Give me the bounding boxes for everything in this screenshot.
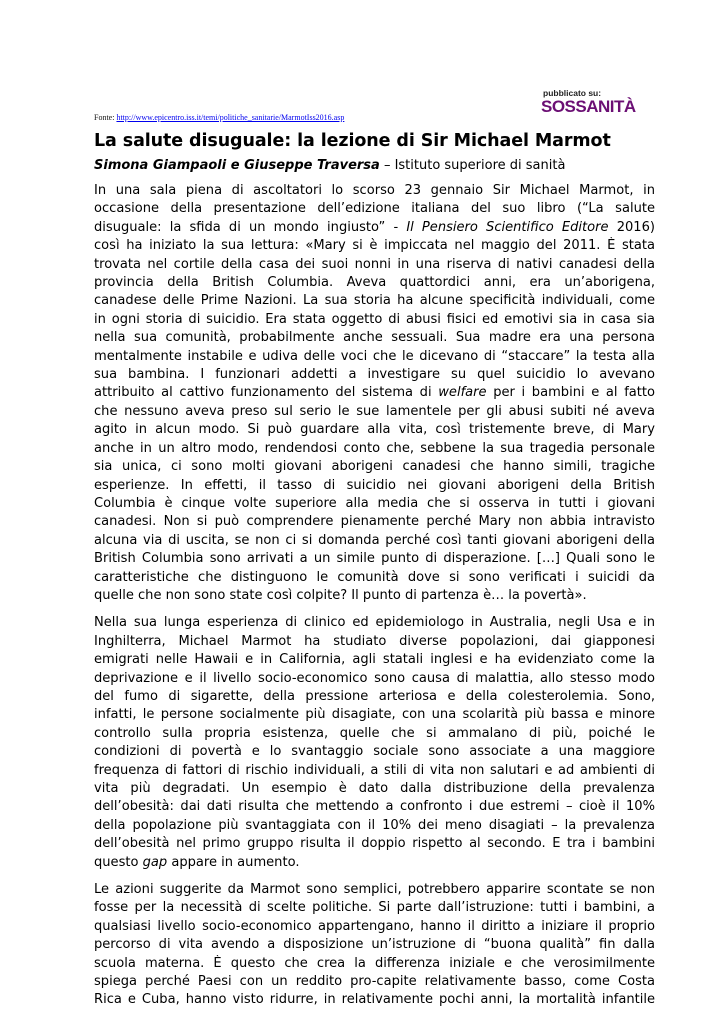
- text-run: questo: [94, 854, 143, 870]
- text-line: della popolazione più svantaggiata con il 10% dei meno disagiati – la prevalenza: [94, 817, 655, 833]
- text-line: esperienze. In effetti, il tasso di suicidio nei giovani aborigeni della British: [94, 477, 655, 493]
- text-line: anche in un altro modo, rendendosi conto che, sebbene la sua tragedia personale: [94, 440, 655, 456]
- paragraph-2: [94, 614, 655, 872]
- logo-caption: pubblicato su:: [543, 88, 602, 98]
- book-publisher: Il Pensiero Scientifico Editore: [406, 219, 609, 235]
- text-line: condizioni di povertà e lo svantaggio sociale sono associate a una maggiore: [94, 744, 655, 760]
- text-line: Nella sua lunga esperienza di clinico ed epidemiologo in Australia, negli Usa e in: [94, 615, 655, 631]
- text-line: canadesi. Non si può comprendere pienamente perché Mary non abbia intravisto: [94, 514, 655, 530]
- text-line: caratteristiche che distinguono le comunità dove si sono verificati i suicidi da: [94, 569, 655, 585]
- text-run: per i bambini e al fatto: [486, 385, 655, 401]
- byline: [94, 158, 565, 173]
- text-line: Rica e Cuba, hanno visto ridurre, in relativamente pochi anni, la mortalità infantile: [94, 992, 655, 1008]
- text-line: frequenza di fattori di rischio individuali, a stili di vita non salutari e ad ambienti di: [94, 762, 655, 778]
- text-line: [94, 384, 655, 402]
- authors: Simona Giampaoli e Giuseppe Traversa: [94, 158, 380, 173]
- text-line: dell’obesità: dai dati risulta che mettendo a confronto i due estremi – cioè il 10%: [94, 799, 655, 815]
- paragraph-1: [94, 182, 655, 605]
- text-line: in ogni storia di suicidio. Era stata oggetto di abusi fisici ed emotivi sia in casa sia: [94, 311, 655, 327]
- text-run: 2016): [608, 219, 655, 235]
- text-line: mentalmente instabile e udiva delle voci che le dicevano di “staccare” la testa alla: [94, 348, 655, 364]
- text-line: Inghilterra, Michael Marmot ha studiato diverse popolazioni, dai giapponesi: [94, 633, 655, 649]
- text-line: In una sala piena di ascoltatori lo scorso 23 gennaio Sir Michael Marmot, in: [94, 183, 655, 198]
- text-line: vita più degradati. Un esempio è dato dalla distribuzione della prevalenza: [94, 781, 655, 796]
- affiliation: – Istituto superiore di sanità: [379, 158, 566, 173]
- text-line: British Columbia sono arrivati a un simile punto di disperazione. […] Quali sono le: [94, 551, 655, 567]
- text-line: controllo sulla propria esistenza, quelle che si ammalano di più, poiché le: [94, 725, 655, 741]
- text-line: Le azioni suggerite da Marmot sono semplici, potrebbero apparire scontate se non: [94, 882, 655, 898]
- text-line: alcuna via di uscita, se non ci si domanda perché così tanti giovani aborigeni della: [94, 532, 655, 548]
- text-line: canadese delle Prime Nazioni. La sua storia ha alcune specificità individuali, come: [94, 293, 655, 309]
- text-line: del fumo di sigarette, della pressione arteriosa e della colesterolemia. Sono,: [94, 688, 655, 704]
- italic-term: gap: [142, 854, 168, 870]
- italic-term: welfare: [438, 385, 487, 401]
- text-line: dell’obesità nel primo gruppo risulta il doppio rispetto al secondo. E tra i bambini: [94, 836, 655, 852]
- text-line: quelle che non sono state così colpite? Il punto di partenza è… la povertà».: [94, 587, 587, 603]
- source-line: [94, 113, 344, 122]
- text-line: sua bambina. I funzionari addetti a investigare su quel suicidio lo avevano: [94, 367, 655, 383]
- article-title: La salute disuguale: la lezione di Sir Michael Marmot: [94, 131, 611, 151]
- text-line: trovata nel cortile della casa dei suoi nonni in una riserva di nativi canadesi della: [94, 256, 655, 272]
- text-run: appare in aumento.: [167, 854, 300, 870]
- text-line: deprivazione e il livello socio-economico sono causa di malattia, allo stesso modo: [94, 670, 655, 686]
- text-line: [94, 854, 655, 872]
- publisher-logo[interactable]: [541, 88, 636, 118]
- text-line: fosse per la necessità di scelte politiche. Si parte dall’istruzione: tutti i bambini, a: [94, 900, 655, 916]
- text-run: attribuito al cattivo funzionamento del sistema di: [94, 385, 439, 401]
- text-line: infatti, le persone socialmente più disagiate, con una scolarità più bassa e minore: [94, 707, 655, 723]
- text-line: emigrati nelle Hawaii e in California, agli statali inglesi e ha evidenziato come la: [94, 652, 655, 668]
- text-line: provincia della British Columbia. Aveva quattordici anni, era un’aborigena,: [94, 275, 655, 291]
- paragraph-3: [94, 881, 655, 1010]
- text-run: disuguale: la sfida di un mondo ingiusto” -: [94, 219, 407, 235]
- text-line: agito in alcun modo. Si può guardare alla vita, così tristemente breve, di Mary: [94, 422, 655, 438]
- text-line: che nessuno aveva preso sul serio le sue lamentele per gli abusi subiti né aveva: [94, 403, 655, 419]
- text-line: Columbia è cinque volte superiore alla media che si osserva in tutti i giovani: [94, 495, 655, 511]
- text-line: nella sua comunità, probabilmente anche sessuali. Sua madre era una persona: [94, 330, 655, 346]
- text-line: così ha iniziato la sua lettura: «Mary si è impiccata nel maggio del 2011. È stata: [94, 238, 655, 254]
- text-line: scuola materna. È questo che crea la differenza iniziale e che verosimilmente: [94, 955, 655, 971]
- source-label: Fonte:: [94, 113, 115, 122]
- article-body: [94, 182, 655, 1019]
- text-line: spiega perché Paesi con un reddito pro-capite relativamente basso, come Costa: [94, 974, 655, 990]
- text-line: occasione della presentazione dell’edizione italiana del suo libro (“La salute: [94, 201, 655, 217]
- text-line: sia unica, ci sono molti giovani aborigeni canadesi che hanno simili, tragiche: [94, 459, 655, 475]
- text-line: [94, 219, 655, 237]
- source-link[interactable]: http://www.epicentro.iss.it/temi/politiche_sanitarie/MarmotIss2016.asp: [116, 113, 345, 122]
- logo-wordmark: SOSSANITÀ: [541, 97, 636, 116]
- text-line: qualsiasi livello socio-economico appartengano, hanno il diritto a iniziare il proprio: [94, 918, 655, 934]
- text-line: percorso di vita avendo a disposizione un’istruzione di “buona qualità” fin dalla: [94, 937, 655, 953]
